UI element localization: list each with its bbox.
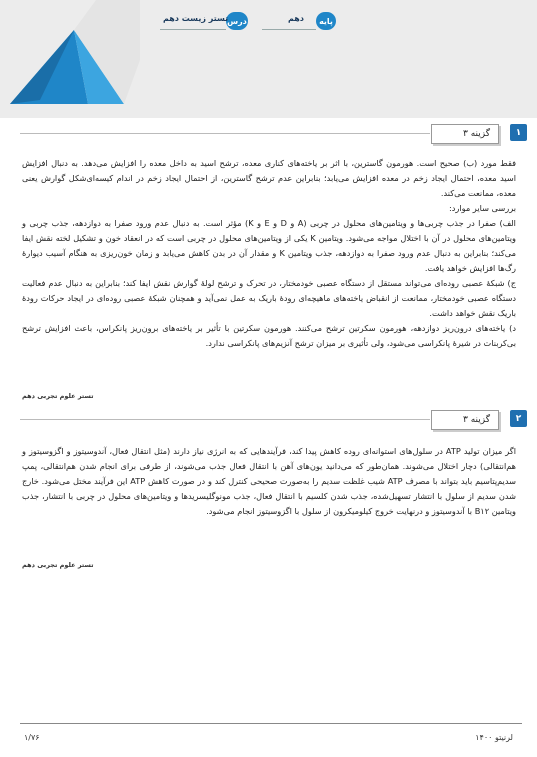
explanation-paragraph: بررسی سایر موارد: (448, 203, 516, 213)
answer-rule (20, 133, 430, 134)
lesson-underline (160, 29, 226, 30)
explanation-paragraph: الف) صفرا در جذب چربی‌ها و ویتامین‌های محلول در چربی (A و D و E و K) مؤثر است. به دنبال عدم ورود صفرا به دوازدهه، جذب چربی و ویتامین‌های محلول در آن با اختلال مواجه می‌شود. ویتامین K یکی از ویتامین‌های محلول در چربی است که در انعقاد خون و تشکیل لخته نقش ایفا می‌کند؛ بنابراین به دنبال عدم ورود صفرا به دوازدهه، جذب ویتامین K و مقدار آن در بدن کاهش می‌یابد و زمان خون‌ریزی به هنگام آسیب دیوارهٔ رگ‌ها افزایش خواهد یافت. (22, 218, 516, 273)
source-label: تستر علوم تجربی دهم (22, 392, 94, 400)
header-decoration (0, 0, 140, 118)
answer-option-box: گزینه ۳ (431, 124, 499, 144)
question-number-badge: ۱ (510, 124, 527, 141)
answer-rule (20, 419, 430, 420)
page-number: ۱/۷۶ (24, 733, 40, 742)
grade-value: دهم (288, 14, 304, 23)
explanation-paragraph: د) یاخته‌های درون‌ریز دوازدهه، هورمون سکرتین ترشح می‌کنند. هورمون سکرتین با تأثیر بر یاخته‌های برون‌ریز پانکراس، باعث افزایش ترشح بی‌کربنات در شیرهٔ پانکراسی می‌شود، ولی تأثیری بر میزان ترشح آنزیم‌های پانکراسی ندارد. (22, 323, 516, 348)
question-number-badge: ۲ (510, 410, 527, 427)
lesson-value: تستر زیست دهم (163, 14, 229, 23)
lesson-pill: درس (226, 12, 248, 30)
footer-title: لرنیتو ۱۴۰۰ (475, 733, 513, 742)
page-header (0, 0, 537, 118)
answer-explanation (22, 444, 516, 519)
footer-divider (20, 723, 522, 724)
grade-underline (262, 29, 316, 30)
grade-pill: پایه (316, 12, 336, 30)
explanation-paragraph: ج) شبکهٔ عصبی روده‌ای می‌تواند مستقل از دستگاه عصبی خودمختار، در تحرک و ترشح لولهٔ گوارش نقش ایفا کند؛ بنابراین به دنبال عدم فعالیت دستگاه عصبی خودمختار، ممانعت از انقباض یاخته‌های ماهیچه‌ای رودهٔ باریک به عمل نمی‌آید و همچنان شبکهٔ عصبی روده‌ای در ایجاد حرکات رودهٔ باریک نقش خواهد داشت. (22, 278, 516, 318)
answer-explanation (22, 156, 516, 351)
explanation-paragraph: اگر میزان تولید ATP در سلول‌های استوانه‌ای روده کاهش پیدا کند، فرآیندهایی که به انرژی نیاز دارند (مثل انتقال فعال، آندوسیتوز و اگزوسیتوز و هم‌انتقالی) دچار اختلال می‌شوند. همان‌طور که می‌دانید یون‌های آهن با انتقال فعال جذب می‌شوند، از طرفی برای انجام شدن هم‌انتقالی، پمپ سدیم‌پتاسیم باید بتواند با مصرف ATP شیب غلظت سدیم را به‌صورت صحیحی کنترل کند و در صورت کاهش ATP این فرآیند مختل می‌شود. خارج شدن سدیم از سلول با انتشار تسهیل‌شده، جذب شدن کلسیم با انتقال فعال، جذب مونوگلیسریدها و ویتامین‌های محلول در چربی با انتشار، جذب ویتامین B۱۲ با آندوسیتوز و درنهایت خروج کیلومیکرون از سلول با اگزوسیتوز انجام می‌شود. (22, 446, 516, 516)
source-label: تستر علوم تجربی دهم (22, 561, 94, 569)
explanation-paragraph: فقط مورد (ب) صحیح است. هورمون گاسترین، با اثر بر یاخته‌های کناری معده، ترشح اسید به داخل معده را افزایش می‌دهد. به دنبال افزایش اسید معده، احتمال ایجاد زخم در معده افزایش می‌یابد؛ بنابراین عدم ترشح گاسترین، از احتمال ایجاد زخم در اندام کیسه‌ای‌شکل گوارش یعنی معده، ممانعت می‌کند. (22, 158, 516, 198)
answer-option-box: گزینه ۳ (431, 410, 499, 430)
